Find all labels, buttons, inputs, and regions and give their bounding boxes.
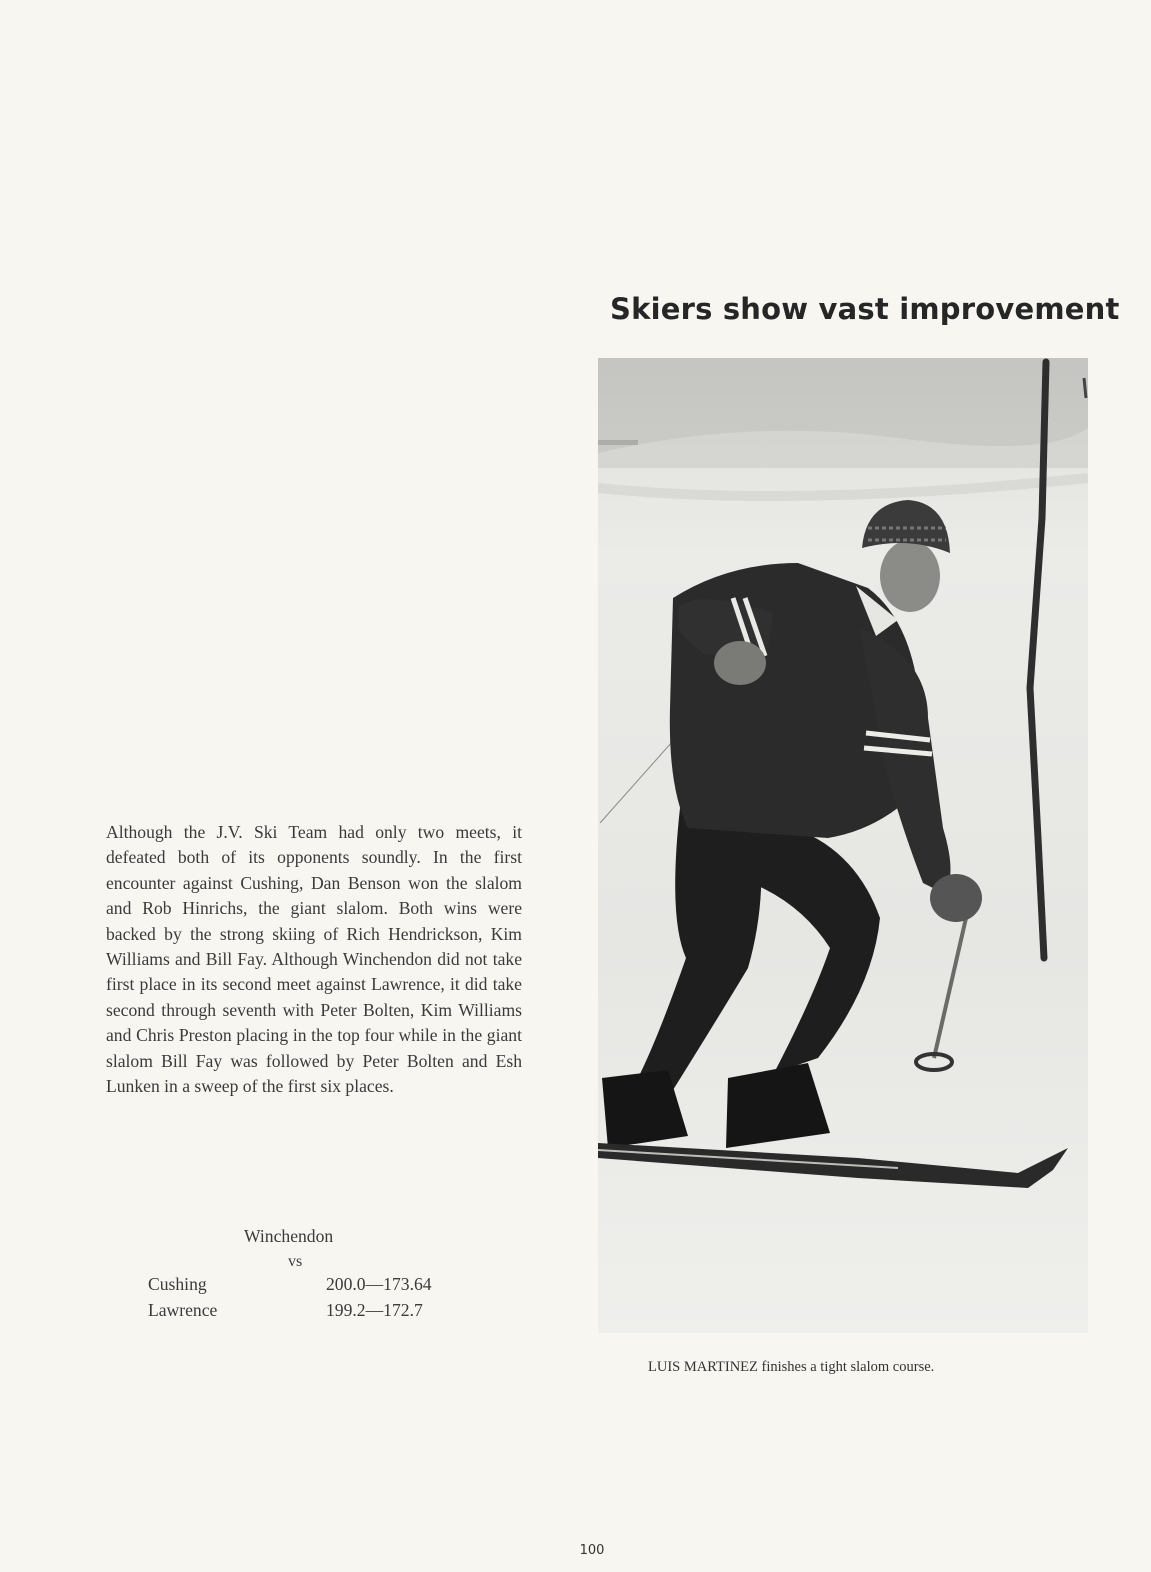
team-name: Winchendon: [244, 1226, 334, 1246]
score-row: [148, 1274, 468, 1298]
skier-photo: [598, 358, 1088, 1333]
page-number: 100: [579, 1543, 605, 1558]
article-body: Although the J.V. Ski Team had only two meets, it defeated both of its opponents soundly. In the first encounter against Cushing, Dan Benson won the slalom and Rob Hinrichs, the giant slalom. Both wins were backed by the strong skiing of Rich Hendrickson, Kim Williams and Bill Fay. Although Winchendon did not take first place in its second meet against Lawrence, it did take second through seventh with Peter Bolten, Kim Williams and Chris Preston placing in the top four while in the giant slalom Bill Fay was followed by Peter Bolten and Esh Lunken in a sweep of the first six places.: [106, 822, 522, 1097]
photo-caption: LUIS MARTINEZ finishes a tight slalom course.: [648, 1359, 935, 1375]
score-row: [148, 1300, 468, 1324]
page-headline: Skiers show vast improvement: [610, 292, 1120, 326]
opponent-name: Lawrence: [148, 1300, 218, 1320]
versus-label: vs: [288, 1253, 303, 1270]
opponent-name: Cushing: [148, 1274, 207, 1294]
score-result: 200.0—173.64: [326, 1274, 432, 1294]
score-result: 199.2—172.7: [326, 1300, 423, 1320]
